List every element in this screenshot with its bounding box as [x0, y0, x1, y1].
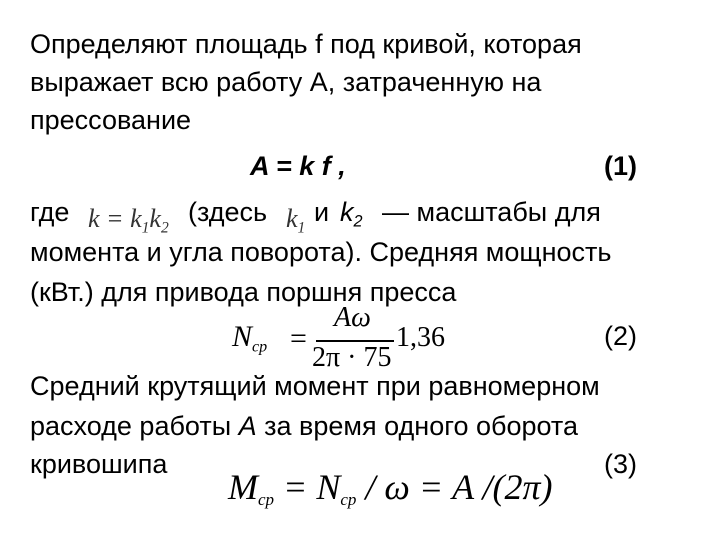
equation-2-factor: 1,36: [396, 322, 445, 353]
text-line: Средний крутящий момент при равномерном: [30, 371, 600, 401]
equation-2-numerator: Aω: [334, 302, 371, 333]
equation-3-number: (3): [604, 449, 637, 479]
text-line: расходе работы А за время одного оборота: [30, 411, 578, 441]
text-line: Определяют площадь f под кривой, которая: [30, 29, 582, 59]
text-line: момента и угла поворота). Средняя мощность: [30, 237, 612, 267]
equation-2-equals: =: [290, 322, 307, 355]
equation-2-lhs: $N_{ср}$: [232, 320, 268, 356]
text-line: кривошипа: [30, 449, 168, 479]
text-scales: — масштабы для: [382, 197, 601, 227]
formula-k: $k = k_1k_2$: [88, 204, 169, 237]
text-and: и: [314, 197, 330, 227]
text-here: (здесь: [188, 197, 268, 227]
equation-3: $M_{ср} = N_{ср} / \omega = A$ /(2π): [228, 467, 553, 509]
equation-1-number: (1): [604, 151, 637, 181]
equation-1-formula: A = k f ,: [250, 151, 346, 181]
equation-2-denominator: 2π · 75: [312, 342, 392, 373]
formula-k1: $k_1$: [286, 204, 306, 237]
text-line: выражает всю работу А, затраченную на: [30, 67, 542, 97]
symbol-k2: $k_2$: [340, 197, 363, 231]
text-where: где: [30, 197, 70, 227]
equation-2-number: (2): [604, 321, 637, 351]
text-line: прессование: [30, 105, 192, 135]
text-line: (кВт.) для привода поршня пресса: [30, 277, 457, 307]
